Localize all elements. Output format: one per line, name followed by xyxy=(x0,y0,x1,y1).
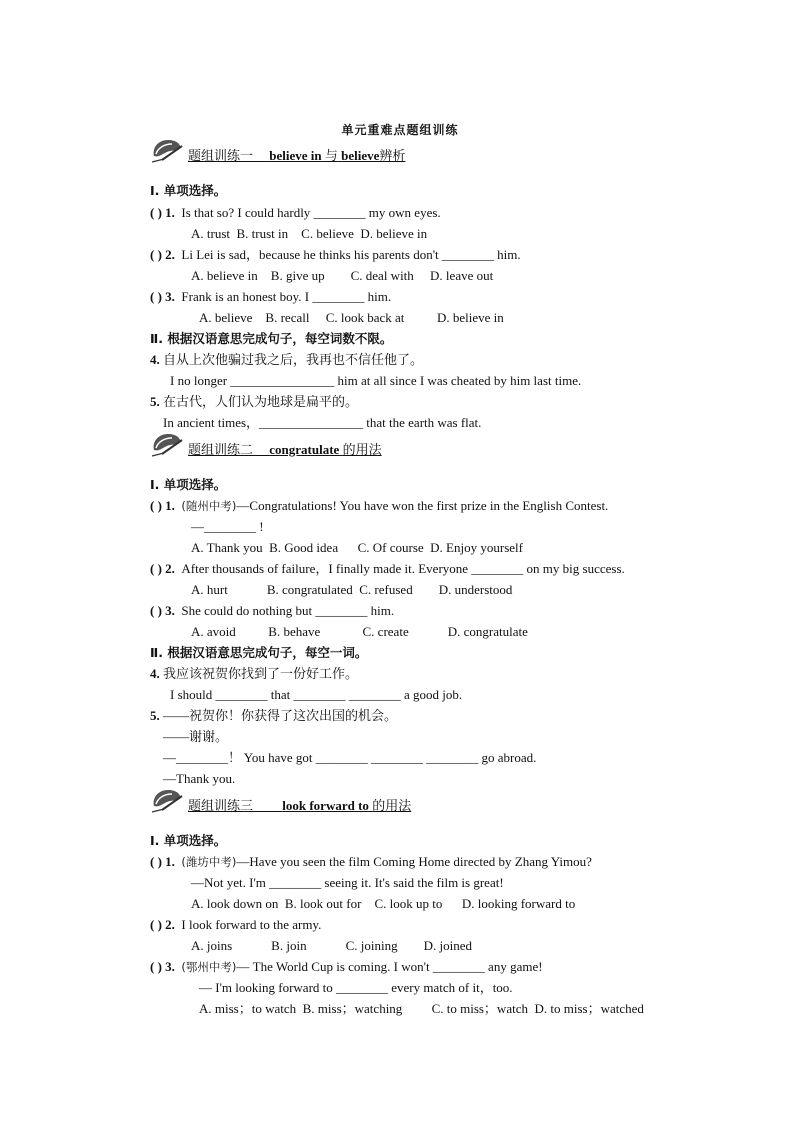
section-3-part-1-label: Ⅰ. 单项选择。 xyxy=(150,833,227,848)
s1-q5-chinese: 5. 在古代，人们认为地球是扁平的。 xyxy=(150,394,359,409)
s2-q1: ( ) 1. (随州中考)—Congratulations! You have won the first prize in the English Contest. xyxy=(150,498,609,513)
s2-q5-english: —________！ You have got ________ ________ ________ go abroad. xyxy=(163,750,537,765)
s2-q5-chinese: 5. ——祝贺你！你获得了这次出国的机会。 xyxy=(150,708,398,723)
s2-q1-response: —________ ! xyxy=(191,519,264,534)
s2-q3-options: A. avoid B. behave C. create D. congratulate xyxy=(191,624,528,639)
s3-q3-response: — I'm looking forward to ________ every match of it，too. xyxy=(199,980,513,995)
s1-q4-english: I no longer ________________ him at all since I was cheated by him last time. xyxy=(170,373,582,388)
section-1-title: 题组训练一 believe in 与 believe辨析 xyxy=(188,148,406,163)
s1-q2-options: A. believe in B. give up C. deal with D. leave out xyxy=(191,268,494,283)
s2-q1-options: A. Thank you B. Good idea C. Of course D. Enjoy yourself xyxy=(191,540,523,555)
section-3-title: 题组训练三 look forward to 的用法 xyxy=(188,798,412,813)
pen-brush-icon xyxy=(150,430,184,458)
s2-q4-english: I should ________ that ________ ________ a good job. xyxy=(170,687,463,702)
s2-q2: ( ) 2. After thousands of failure，I finally made it. Everyone ________ on my big success. xyxy=(150,561,625,576)
s3-q1-options: A. look down on B. look out for C. look up to D. looking forward to xyxy=(191,896,576,911)
s1-q3-options: A. believe B. recall C. look back at D. believe in xyxy=(199,310,504,325)
s3-q1: ( ) 1. (潍坊中考)—Have you seen the film Coming Home directed by Zhang Yimou? xyxy=(150,854,592,869)
s3-q3-options: A. miss；to watch B. miss；watching C. to miss；watch D. to miss；watched xyxy=(199,1001,644,1016)
s3-q1-response: —Not yet. I'm ________ seeing it. It's said the film is great! xyxy=(191,875,504,890)
s2-q3: ( ) 3. She could do nothing but ________ him. xyxy=(150,603,395,618)
s2-q2-options: A. hurt B. congratulated C. refused D. understood xyxy=(191,582,513,597)
section-2-header xyxy=(150,434,470,464)
section-1-header xyxy=(150,140,470,170)
s3-q2-options: A. joins B. join C. joining D. joined xyxy=(191,938,472,953)
pen-brush-icon xyxy=(150,136,184,164)
section-1-part-1-label: Ⅰ. 单项选择。 xyxy=(150,183,227,198)
s1-q3: ( ) 3. Frank is an honest boy. I ________ him. xyxy=(150,289,392,304)
s2-q4-chinese: 4. 我应该祝贺你找到了一份好工作。 xyxy=(150,666,359,681)
page-title: 单元重难点题组训练 xyxy=(341,123,459,137)
section-2-part-1-label: Ⅰ. 单项选择。 xyxy=(150,477,227,492)
s1-q1-options: A. trust B. trust in C. believe D. believe in xyxy=(191,226,428,241)
pen-brush-icon xyxy=(150,786,184,814)
section-2-part-2-label: Ⅱ. 根据汉语意思完成句子，每空一词。 xyxy=(150,645,368,660)
section-2-title: 题组训练二 congratulate 的用法 xyxy=(188,442,382,457)
s2-q5-english-reply: —Thank you. xyxy=(163,771,236,786)
s3-q3: ( ) 3. (鄂州中考)— The World Cup is coming. I won't ________ any game! xyxy=(150,959,543,974)
s1-q2: ( ) 2. Li Lei is sad，because he thinks his parents don't ________ him. xyxy=(150,247,521,262)
s1-q5-english: In ancient times，________________ that the earth was flat. xyxy=(163,415,482,430)
s3-q2: ( ) 2. I look forward to the army. xyxy=(150,917,322,932)
s1-q4-chinese: 4. 自从上次他骗过我之后，我再也不信任他了。 xyxy=(150,352,424,367)
s1-q1: ( ) 1. Is that so? I could hardly ________ my own eyes. xyxy=(150,205,441,220)
section-3-header xyxy=(150,790,470,820)
s2-q5-chinese-reply: ——谢谢。 xyxy=(163,729,229,744)
section-1-part-2-label: Ⅱ. 根据汉语意思完成句子，每空词数不限。 xyxy=(150,331,393,346)
